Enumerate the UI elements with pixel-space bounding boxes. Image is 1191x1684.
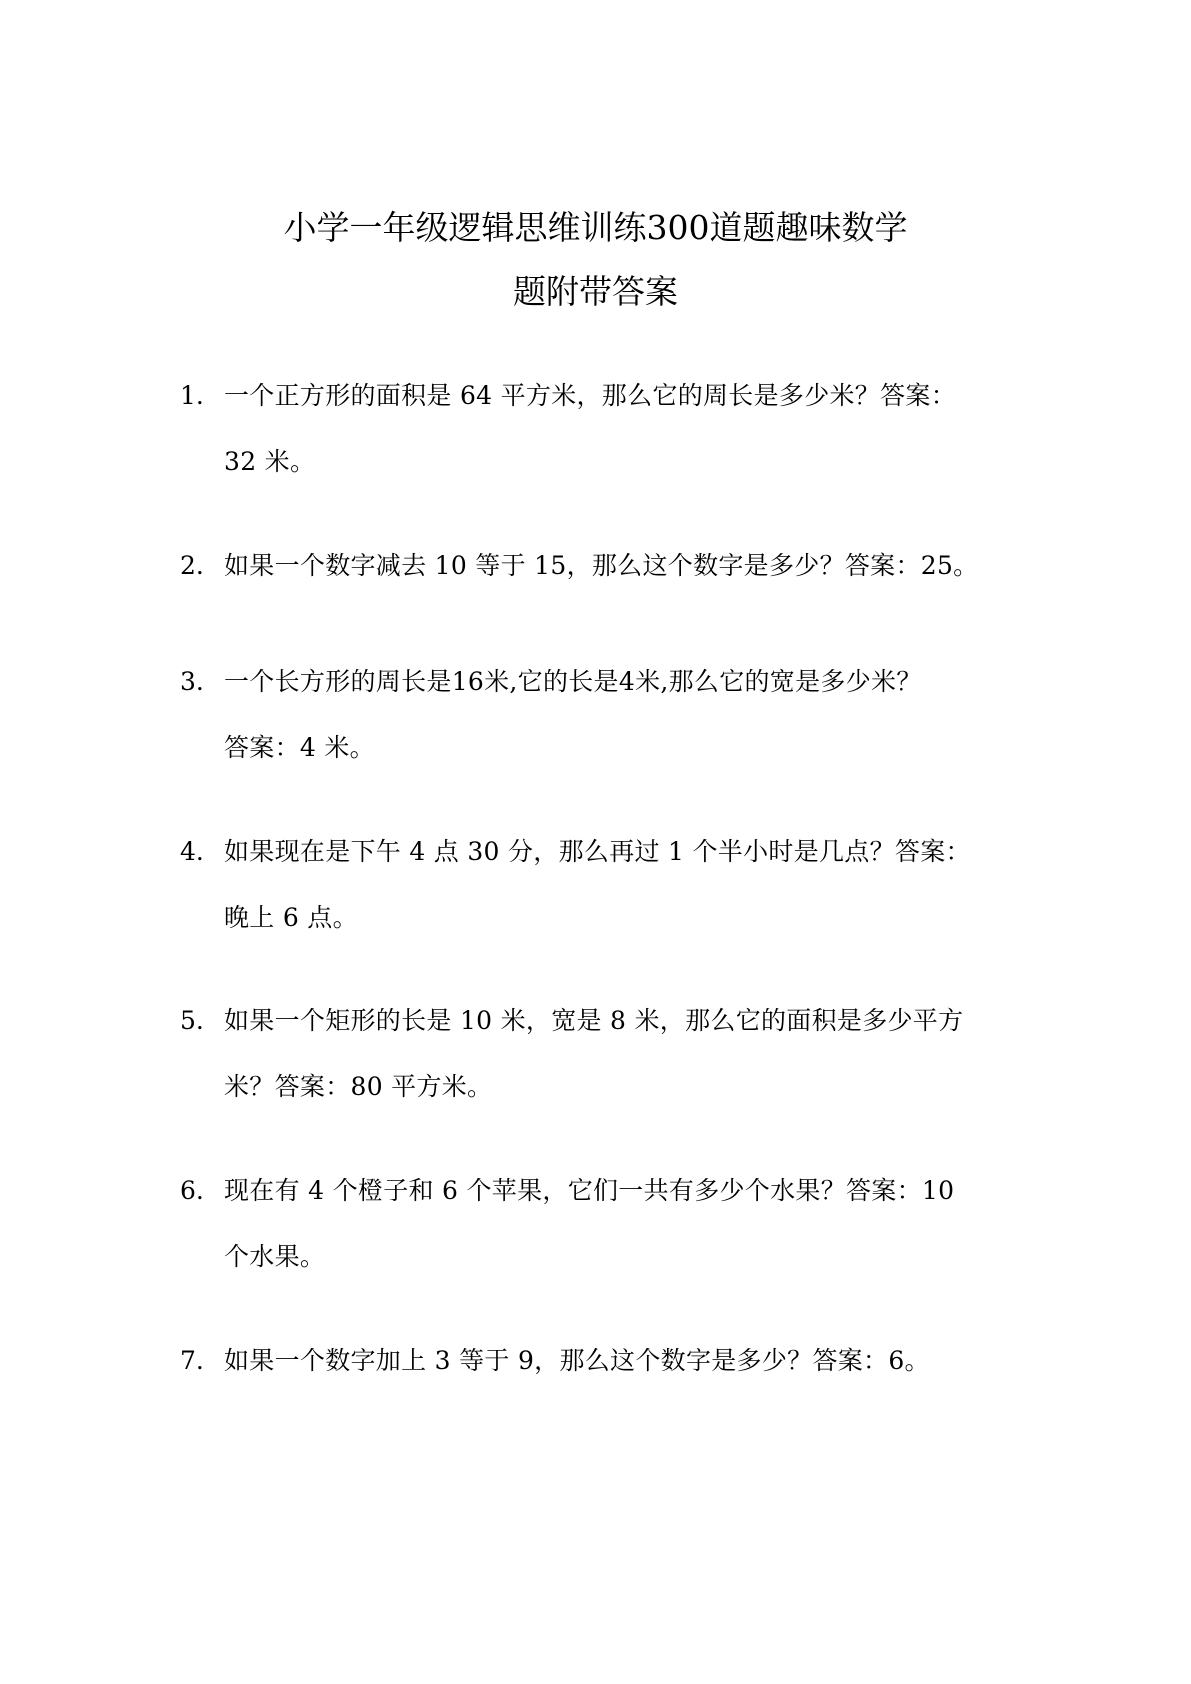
question-text: 如果现在是下午 4 点 30 分，那么再过 1 个半小时是几点？答案：	[224, 837, 971, 866]
question-number: 3.	[180, 667, 204, 696]
question-text-continued: 晚上 6 点。	[224, 903, 358, 932]
question-text: 如果一个数字加上 3 等于 9，那么这个数字是多少？答案：6。	[224, 1346, 930, 1375]
question-number: 1.	[180, 381, 204, 410]
question-number: 5.	[180, 1006, 204, 1035]
question-text-continued: 32 米。	[224, 447, 316, 476]
question-text: 一个正方形的面积是 64 平方米，那么它的周长是多少米？答案：	[224, 381, 957, 410]
document-title-line-1: 小学一年级逻辑思维训练300道题趣味数学	[283, 208, 908, 247]
question-text: 一个长方形的周长是16米,它的长是4米,那么它的宽是多少米？	[224, 667, 922, 696]
question-text: 如果一个矩形的长是 10 米，宽是 8 米，那么它的面积是多少平方	[224, 1006, 964, 1035]
question-number: 7.	[180, 1346, 204, 1375]
question-text: 现在有 4 个橙子和 6 个苹果，它们一共有多少个水果？答案：10	[224, 1176, 955, 1205]
document-title-line-2: 题附带答案	[513, 272, 678, 311]
question-number: 4.	[180, 837, 204, 866]
question-text: 如果一个数字减去 10 等于 15，那么这个数字是多少？答案：25。	[224, 551, 979, 580]
question-number: 6.	[180, 1176, 204, 1205]
question-number: 2.	[180, 551, 204, 580]
question-text-continued: 个水果。	[224, 1242, 326, 1271]
question-text-continued: 米？答案：80 平方米。	[224, 1072, 493, 1101]
question-text-continued: 答案：4 米。	[224, 733, 375, 762]
